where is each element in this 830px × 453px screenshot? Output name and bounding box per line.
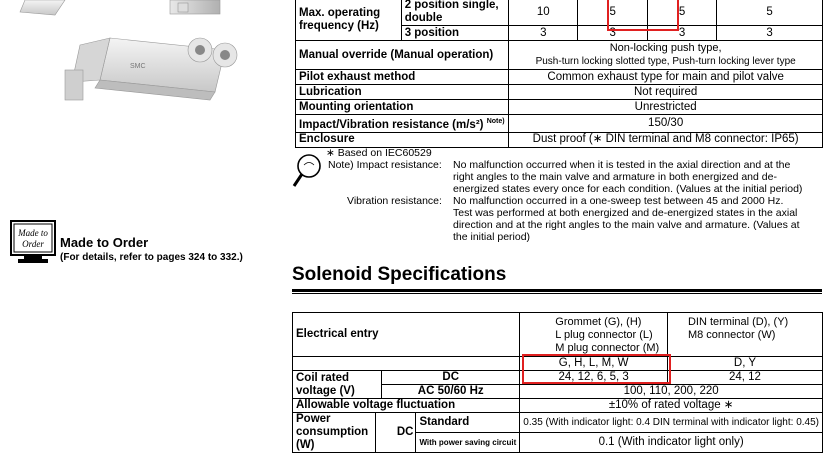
power-saving-label: With power saving circuit: [416, 433, 520, 453]
power-standard-value: 0.35 (With indicator light: 0.4 DIN terminal with indicator light: 0.45): [520, 413, 823, 433]
two-position-label: 2 position single, double: [401, 0, 509, 26]
entry-col1-line3: M plug connector (M): [555, 342, 660, 354]
table-row: [293, 371, 823, 385]
mounting-value: Unrestricted: [509, 100, 823, 115]
impact-resistance-label: Note) Impact resistance:: [328, 159, 442, 171]
lubrication-value: Not required: [509, 85, 823, 100]
table-row: [296, 132, 823, 147]
entry-col1: [520, 313, 668, 357]
pilot-exhaust-value: Common exhaust type for main and pilot valve: [509, 70, 823, 85]
impact-note-ref: Note): [486, 118, 505, 125]
table-cell: 3: [578, 26, 648, 41]
power-label-line1: Power: [296, 413, 331, 425]
table-cell: 5: [648, 0, 717, 26]
impact-value: 150/30: [509, 115, 823, 133]
svg-text:SMC: SMC: [130, 63, 146, 70]
coil-dc-label: DC: [382, 371, 520, 385]
made-to-order-note: (For details, refer to pages 324 to 332.): [60, 252, 243, 263]
section-title: Solenoid Specifications: [292, 264, 507, 285]
table-row: [293, 313, 823, 357]
iec-note: ∗ Based on IEC60529: [326, 147, 432, 159]
coil-label-line1: Coil rated: [296, 371, 350, 384]
coil-ac-value: 100, 110, 200, 220: [520, 385, 823, 399]
power-label-line2: consumption (W): [296, 426, 369, 451]
table-row: [296, 100, 823, 115]
entry-col2: [667, 313, 822, 357]
lubrication-label: Lubrication: [296, 85, 509, 100]
section-divider: [292, 289, 822, 292]
table-cell: 3: [509, 26, 578, 41]
impact-label-text: Impact/Vibration resistance (m/s²): [299, 118, 484, 131]
mounting-label: Mounting orientation: [296, 100, 509, 115]
coil-voltage-label: [293, 371, 382, 399]
spacer-cell: [293, 357, 520, 371]
table-row: [296, 0, 823, 26]
power-label: [293, 413, 376, 453]
electrical-entry-label: Electrical entry: [293, 313, 520, 357]
impact-line-1: No malfunction occurred when it is tested in the axial direction and at the: [453, 159, 791, 171]
coil-label-line2: voltage (V): [296, 384, 355, 397]
pilot-exhaust-label: Pilot exhaust method: [296, 70, 509, 85]
table-row: [293, 413, 823, 433]
power-saving-value: 0.1 (With indicator light only): [520, 433, 823, 453]
impact-line-2: right angles to the main valve and armature in both energized and de-: [453, 171, 777, 183]
vibration-line-2: Test was performed at both energized and de-energized states in the axial: [453, 207, 798, 219]
table-row: [293, 357, 823, 371]
entry-col1-line1: Grommet (G), (H): [555, 316, 642, 328]
table-cell: 3: [717, 26, 823, 41]
valve-spec-table: [295, 0, 823, 148]
vibration-resistance-label: Vibration resistance:: [347, 195, 442, 207]
entry-col2-line2: M8 connector (W): [687, 329, 776, 341]
table-cell: 10: [509, 0, 578, 26]
vibration-line-3: direction and at the right angles to the main valve and armature. (Values at: [453, 219, 800, 231]
table-row: [296, 85, 823, 100]
table-row: [296, 70, 823, 85]
entry-codes-1: G, H, L, M, W: [520, 357, 668, 371]
manual-override-value: [509, 41, 823, 70]
coil-dc-value-1: 24, 12, 6, 5, 3: [520, 371, 668, 385]
fluctuation-label: Allowable voltage fluctuation: [293, 399, 520, 413]
fluctuation-value: ±10% of rated voltage ∗: [520, 399, 823, 413]
magnifier-note-icon: [292, 152, 322, 188]
table-cell: 5: [578, 0, 648, 26]
entry-col2-line1: DIN terminal (D), (Y): [687, 316, 789, 328]
vibration-line-1: No malfunction occurred in a one-sweep test between 45 and 2000 Hz.: [453, 195, 784, 207]
coil-ac-label: AC 50/60 Hz: [382, 385, 520, 399]
table-row: [296, 115, 823, 133]
coil-dc-value-2: 24, 12: [667, 371, 822, 385]
badge-line-2: Order: [22, 239, 44, 249]
max-frequency-label: Max. operating frequency (Hz): [296, 0, 402, 41]
power-dc-label: DC: [376, 413, 416, 453]
table-row: [293, 399, 823, 413]
section-divider-thin: [292, 293, 822, 294]
three-position-label: 3 position: [401, 26, 509, 41]
table-cell: 5: [717, 0, 823, 26]
badge-line-1: Made to: [18, 228, 48, 238]
entry-codes-2: D, Y: [667, 357, 822, 371]
power-standard-label: Standard: [416, 413, 520, 433]
impact-line-3: energized states every once for each condition. (Values at the initial period): [453, 183, 803, 195]
table-cell: 3: [648, 26, 717, 41]
valve-product-photo: [10, 0, 265, 120]
made-to-order-block: [10, 218, 280, 268]
manual-override-line1: Non-locking push type,: [609, 42, 722, 54]
manual-override-label: Manual override (Manual operation): [296, 41, 509, 70]
enclosure-label: Enclosure: [296, 132, 509, 147]
vibration-line-4: the initial period): [453, 231, 531, 243]
enclosure-value: Dust proof (∗ DIN terminal and M8 connector: IP65): [509, 132, 823, 147]
impact-label: [296, 115, 509, 133]
manual-override-line2: Push-turn locking slotted type, Push-turn locking lever type: [535, 56, 796, 67]
made-to-order-title: Made to Order: [60, 235, 149, 250]
entry-col1-line2: L plug connector (L): [555, 329, 653, 341]
solenoid-spec-table: [292, 312, 823, 453]
made-to-order-icon: [10, 220, 56, 264]
table-row: [296, 41, 823, 70]
